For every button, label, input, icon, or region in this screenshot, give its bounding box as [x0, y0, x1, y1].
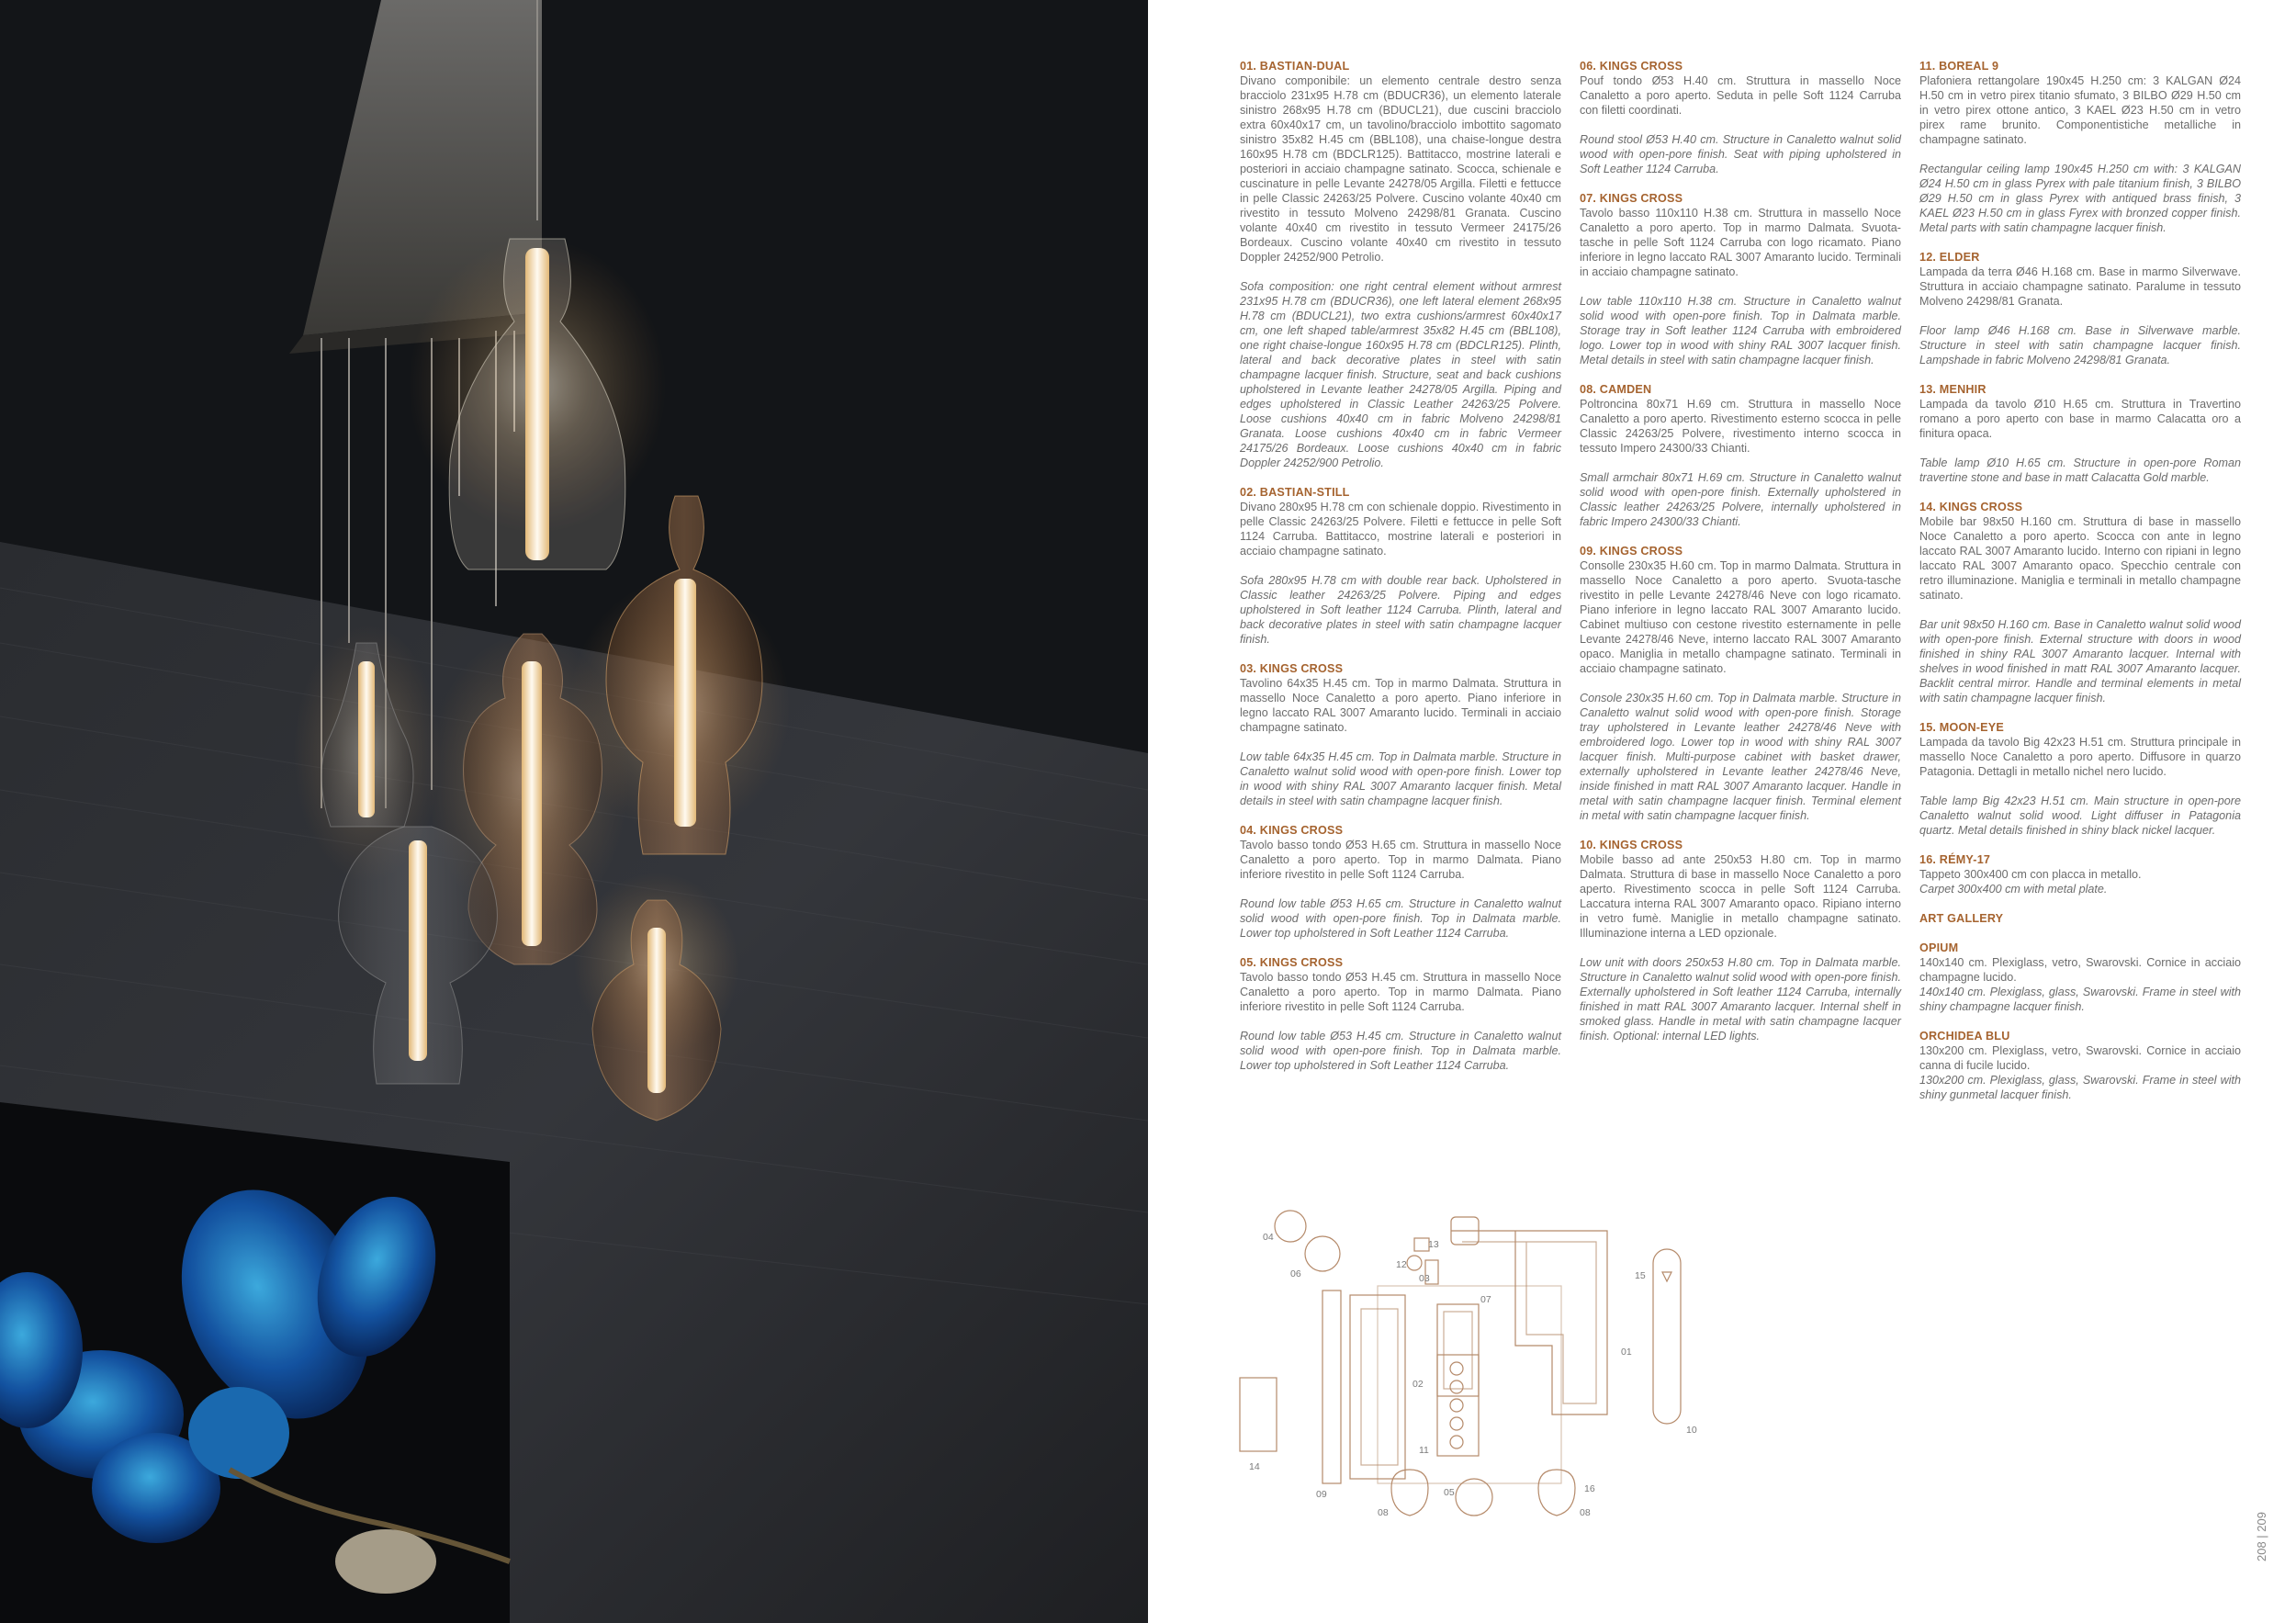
column-3: [1919, 59, 2241, 1117]
entry-text-it: Tavolo basso 110x110 H.38 cm. Struttura in massello Noce Canaletto a poro aperto. Top in marmo Dalmata. Svuota-tasche in pelle Soft 1124 Carruba con logo ricamato. Piano inferiore in legno laccato RAL 3007 Amaranto lucido. Terminali in acciaio champagne satinato.: [1580, 207, 1901, 278]
entry-text-en: Round low table Ø53 H.65 cm. Structure in Canaletto walnut solid wood with open-pore finish. Top in Dalmata marble. Lower top upholstered in Soft Leather 1124 Carruba.: [1240, 897, 1561, 940]
entry-11: [1919, 59, 2241, 235]
plan-label-05: 05: [1444, 1487, 1455, 1498]
entry-title: 15. MOON-EYE: [1919, 721, 2004, 734]
entry-title: 11. BOREAL 9: [1919, 60, 1999, 73]
entry-text-it: Poltroncina 80x71 H.69 cm. Struttura in massello Noce Canaletto a poro aperto. Rivestimento esterno scocca in pelle Classic 24263/25 Polvere, rivestimento interno scocca in tessuto Impero 24300/33 Chianti.: [1580, 398, 1901, 455]
entry-text-en: Low table 64x35 H.45 cm. Top in Dalmata marble. Structure in Canaletto walnut solid wood with open-pore finish. Lower top in wood with shiny RAL 3007 Amaranto lacquer finish. Metal details in steel with satin champagne lacquer finish.: [1240, 750, 1561, 807]
entry-12: [1919, 250, 2241, 367]
entry-text-it: Divano componibile: un elemento centrale destro senza bracciolo 231x95 H.78 cm (BDUCR36), un elemento laterale sinistro 268x95 H.78 cm (BDUCL21), due cuscini bracciolo extra 60x40x17 cm, un tavolino/bracciolo imbottito sagomato sinistro 35x82 H.45 cm (BBL108), una chaise-longue destra 160x95 H.78 cm (BDCLR125). Battitacco, mostrine laterali e posteriori in acciaio champagne satinato. Scocca, schienale e cuscinature in pelle Levante 24278/05 Argilla. Filetti e fettucce in pelle Classic 24263/25 Polvere. Cuscino volante 40x40 cm rivestito in tessuto Molveno 24298/81 Granata. Cuscino volante 40x40 cm rivestito in tessuto Vermeer 24175/26 Bordeaux. Cuscino volante 40x40 cm rivestito in tessuto Doppler 24252/900 Petrolio.: [1240, 74, 1561, 264]
plan-armchair-08b: [1538, 1470, 1575, 1516]
entry-title: 07. KINGS CROSS: [1580, 192, 1683, 205]
plan-label-12: 12: [1396, 1259, 1407, 1270]
entry-title: 16. RÉMY-17: [1919, 853, 1991, 866]
entry-text-en: Sofa 280x95 H.78 cm with double rear back. Upholstered in Classic leather 24263/25 Polvere. Piping and edges upholstered in Soft leather 1124 Carruba. Plinth, lateral and back decorative plates in steel with satin champagne lacquer finish.: [1240, 574, 1561, 646]
entry-title: 01. BASTIAN-DUAL: [1240, 60, 1350, 73]
entry-text-it: Consolle 230x35 H.60 cm. Top in marmo Dalmata. Struttura in massello Noce Canaletto a poro aperto. Svuota-tasche rivestito in pelle Levante 24278/46 Neve con logo ricamato. Piano inferiore in legno laccato RAL 3007 Amaranto lucido. Cabinet multiuso con cestone rivestito esternamente in pelle Levante 24278/46 Neve, interno laccato RAL 3007 Amaranto opaco. Maniglia in metallo champagne satinato. Terminali in acciaio champagne satinato.: [1580, 559, 1901, 675]
plan-label-04: 04: [1263, 1232, 1274, 1243]
catalog-page: [1148, 0, 2296, 1623]
entry-text-en: Console 230x35 H.60 cm. Top in Dalmata marble. Structure in Canaletto walnut solid wood with open-pore finish. Storage tray upholstered in Levante leather 24278/46 Neve with embroidered logo. Lower top in wood with shiny RAL 3007 lacquer finish. Multi-purpose cabinet with basket drawer, externally upholstered in Levante leather 24278/46 Neve, inside finished in matt RAL 3007 Amaranto lacquer. Handle in metal with satin champagne lacquer finish. Terminal element in metal with satin champagne lacquer finish.: [1580, 692, 1901, 822]
entry-title: 03. KINGS CROSS: [1240, 662, 1344, 675]
entry-03: [1240, 661, 1561, 808]
entry-text-en: Small armchair 80x71 H.69 cm. Structure in Canaletto walnut solid wood with open-pore finish. Externally upholstered in Classic leather 24263/25 Polvere, internally upholstered in fabric Impero 24300/33 Chianti.: [1580, 471, 1901, 528]
entry-text-it: Lampada da tavolo Big 42x23 H.51 cm. Struttura principale in massello Noce Canaletto a poro aperto. Diffusore in quarzo Patagonia. Dettagli in metallo nichel nero lucido.: [1919, 736, 2241, 778]
entry-title: 10. KINGS CROSS: [1580, 839, 1683, 851]
entry-08: [1580, 382, 1901, 529]
entry-title: 09. KINGS CROSS: [1580, 545, 1683, 558]
entry-opium: [1919, 941, 2241, 1014]
entry-10: [1580, 838, 1901, 1043]
entry-text-en: Table lamp Ø10 H.65 cm. Structure in open-pore Roman travertine stone and base in matt Calacatta Gold marble.: [1919, 456, 2241, 484]
entry-04: [1240, 823, 1561, 941]
entry-07: [1580, 191, 1901, 367]
entry-text-it: Tavolino 64x35 H.45 cm. Top in marmo Dalmata. Struttura in massello Noce Canaletto a poro aperto. Piano inferiore in legno laccato RAL 3007 Amaranto lucido. Terminali in acciaio champagne satinato.: [1240, 677, 1561, 734]
entry-title: 08. CAMDEN: [1580, 383, 1652, 396]
entry-text-it: Mobile basso ad ante 250x53 H.80 cm. Top in marmo Dalmata. Struttura di base in massello Noce Canaletto a poro aperto. Rivestimento scocca in pelle Soft 1124 Carruba. Laccatura interna RAL 3007 Amaranto opaco. Ripiano interno in vetro fumè. Maniglie in metallo champagne satinato. Illuminazione interna a LED opzionale.: [1580, 853, 1901, 940]
plan-label-08a: 08: [1378, 1507, 1389, 1518]
entry-16: [1919, 852, 2241, 896]
plan-label-06: 06: [1290, 1268, 1301, 1279]
entry-text-it: Tappeto 300x400 cm con placca in metallo.: [1919, 868, 2142, 881]
entry-text-it: 140x140 cm. Plexiglass, vetro, Swarovski. Cornice in acciaio champagne lucido.: [1919, 956, 2241, 984]
entry-text-en: 140x140 cm. Plexiglass, glass, Swarovski. Frame in steel with shiny champagne lacquer finish.: [1919, 986, 2241, 1013]
entry-text-en: Rectangular ceiling lamp 190x45 H.250 cm with: 3 KALGAN Ø24 H.50 cm in glass Pyrex with pale titanium finish, 3 BILBO Ø29 H.50 cm in glass Pyrex with antiqued brass finish, 3 KAEL Ø23 H.50 cm in glass Fyrex with bronzed copper finish. Metal parts with satin champagne lacquer finish.: [1919, 163, 2241, 234]
plan-label-16: 16: [1584, 1483, 1595, 1494]
entry-text-en: Carpet 300x400 cm with metal plate.: [1919, 883, 2108, 896]
plan-lamp-13: [1414, 1238, 1429, 1251]
entry-text-it: Tavolo basso tondo Ø53 H.45 cm. Struttura in massello Noce Canaletto a poro aperto. Top in marmo Dalmata. Piano inferiore rivestito in pelle Soft 1124 Carruba.: [1240, 971, 1561, 1013]
plan-unit-10: [1653, 1249, 1681, 1424]
plan-label-11: 11: [1419, 1445, 1429, 1456]
plan-label-07: 07: [1480, 1294, 1491, 1305]
plan-armchair-08a: [1391, 1470, 1428, 1516]
plan-label-03: 03: [1419, 1273, 1430, 1284]
entry-text-it: Mobile bar 98x50 H.160 cm. Struttura di base in massello Noce Canaletto a poro aperto. Scocca con ante in legno laccato RAL 3007 Amaranto lucido. Interno con ripiani in legno laccato RAL 3007 Amaranto opaco. Specchio centrale con retro illuminazione. Maniglia e terminali in metallo champagne satinato.: [1919, 515, 2241, 602]
entry-title: 05. KINGS CROSS: [1240, 956, 1344, 969]
entry-text-it: Lampada da terra Ø46 H.168 cm. Base in marmo Silverwave. Struttura in acciaio champagne satinato. Paralume in tessuto Molveno 24298/81 Granata.: [1919, 265, 2241, 308]
entry-01: [1240, 59, 1561, 470]
entry-text-en: Round low table Ø53 H.45 cm. Structure in Canaletto walnut solid wood with open-pore finish. Top in Dalmata marble. Lower top upholstered in Soft Leather 1124 Carruba.: [1240, 1030, 1561, 1072]
entry-text-it: 130x200 cm. Plexiglass, vetro, Swarovski. Cornice in acciaio canna di fucile lucido.: [1919, 1044, 2241, 1072]
plan-label-14: 14: [1249, 1461, 1260, 1472]
plan-bar-14: [1240, 1378, 1277, 1451]
entry-05: [1240, 955, 1561, 1073]
entry-09: [1580, 544, 1901, 823]
plan-label-02: 02: [1412, 1379, 1424, 1390]
entry-title: ORCHIDEA BLU: [1919, 1030, 2010, 1043]
page-numbers: 208 | 209: [2255, 1512, 2268, 1561]
entry-text-en: Low table 110x110 H.38 cm. Structure in Canaletto walnut solid wood with open-pore finish. Top in Dalmata marble. Storage tray in Soft leather 1124 Carruba with embroidered logo. Lower top in wood with shiny RAL 3007 lacquer finish. Metal details in steel with satin champagne lacquer finish.: [1580, 295, 1901, 366]
plan-table-04: [1275, 1211, 1306, 1242]
entry-06: [1580, 59, 1901, 176]
plan-label-15: 15: [1635, 1270, 1646, 1281]
plan-label-08b: 08: [1580, 1507, 1591, 1518]
entry-text-en: Bar unit 98x50 H.160 cm. Base in Canaletto walnut solid wood with open-pore finish. External structure with doors in wood finished in shiny RAL 3007 Amaranto lacquer. Internal with shelves in wood finished in matt RAL 3007 Amaranto lacquer. Backlit central mirror. Handle and terminal elements in metal with satin champagne lacquer finish.: [1919, 618, 2241, 704]
plan-sofa-01: [1451, 1231, 1607, 1414]
entry-14: [1919, 500, 2241, 705]
entry-text-en: Floor lamp Ø46 H.168 cm. Base in Silverwave marble. Structure in steel with satin champagne lacquer finish. Lampshade in fabric Molveno 24298/81 Granata.: [1919, 324, 2241, 366]
entry-text-it: Divano 280x95 H.78 cm con schienale doppio. Rivestimento in pelle Classic 24263/25 Polvere. Filetti e fettucce in pelle Soft 1124 Carruba. Battitacco, mostrine laterali e posteriori in acciaio champagne satinato.: [1240, 501, 1561, 558]
plan-lamp-12: [1407, 1256, 1422, 1270]
column-1: [1240, 59, 1561, 1088]
entry-title: 06. KINGS CROSS: [1580, 60, 1683, 73]
plan-label-10: 10: [1686, 1425, 1697, 1436]
entry-orchidea-blu: [1919, 1029, 2241, 1102]
entry-text-it: Pouf tondo Ø53 H.40 cm. Struttura in massello Noce Canaletto a poro aperto. Seduta in pelle Soft 1124 Carruba con filetti coordinati.: [1580, 74, 1901, 117]
floor-plan: [1231, 1194, 1874, 1525]
entry-title: 02. BASTIAN-STILL: [1240, 486, 1350, 499]
entry-text-it: Lampada da tavolo Ø10 H.65 cm. Struttura in Travertino romano a poro aperto con base in marmo Calacatta oro a finitura opaca.: [1919, 398, 2241, 440]
entry-text-en: 130x200 cm. Plexiglass, glass, Swarovski. Frame in steel with shiny gunmetal lacquer finish.: [1919, 1074, 2241, 1101]
entry-title: 14. KINGS CROSS: [1919, 501, 2023, 513]
art-gallery-heading: ART GALLERY: [1919, 912, 2004, 925]
plan-label-13: 13: [1428, 1239, 1439, 1250]
entry-15: [1919, 720, 2241, 838]
entry-text-it: Plafoniera rettangolare 190x45 H.250 cm: 3 KALGAN Ø24 H.50 cm in vetro pirex titanio sfumato, 3 BILBO Ø29 H.50 cm in vetro pirex ottone antico, 3 KAEL Ø23 H.50 cm in vetro pirex rame brunito. Componentistiche metalliche in champagne satinato.: [1919, 74, 2241, 146]
plan-console-09: [1322, 1291, 1341, 1483]
plan-stool-06: [1305, 1236, 1340, 1271]
entry-title: 12. ELDER: [1919, 251, 1980, 264]
entry-13: [1919, 382, 2241, 485]
entry-text-en: Low unit with doors 250x53 H.80 cm. Top in Dalmata marble. Structure in Canaletto walnut solid wood with open-pore finish. Externally upholstered in Soft leather 1124 Carruba, internally finished in matt RAL 3007 Amaranto lacquer. Internal shelf in smoked glass. Handle in metal with satin champagne lacquer finish. Optional: internal LED lights.: [1580, 956, 1901, 1043]
plan-label-09: 09: [1316, 1489, 1327, 1500]
entry-title: 13. MENHIR: [1919, 383, 1986, 396]
column-2: [1580, 59, 1901, 1058]
entry-text-en: Sofa composition: one right central element without armrest 231x95 H.78 cm (BDUCR36), one left lateral element 268x95 H.78 cm (BDUCL21), two extra cushions/armrest 60x40x17 cm, one left shaped table/armrest 35x82 H.45 cm (BBL108), one right chaise-longue 160x95 H.78 cm (BDCLR125). Plinth, lateral and back decorative plates in steel with satin champagne lacquer finish. Structure, seat and back cushions upholstered in Levante leather 24278/05 Argilla. Piping and edges upholstered in Classic Leather 24263/25 Polvere. Loose cushions 40x40 cm in fabric Molveno 24298/81 Granata. Loose cushions 40x40 cm in fabric Vermeer 24175/26 Bordeaux. Loose cushions 40x40 cm in fabric Doppler 24252/900 Petrolio.: [1240, 280, 1561, 469]
entry-title: OPIUM: [1919, 941, 1959, 954]
plan-table-05: [1456, 1479, 1492, 1516]
entry-title: 04. KINGS CROSS: [1240, 824, 1344, 837]
entry-text-en: Table lamp Big 42x23 H.51 cm. Main structure in open-pore Canaletto walnut solid wood. Light diffuser in Patagonia quartz. Metal details finished in shiny black nickel lacquer.: [1919, 795, 2241, 837]
entry-text-it: Tavolo basso tondo Ø53 H.65 cm. Struttura in massello Noce Canaletto a poro aperto. Top in marmo Dalmata. Piano inferiore rivestito in pelle Soft 1124 Carruba.: [1240, 839, 1561, 881]
entry-02: [1240, 485, 1561, 647]
entry-text-en: Round stool Ø53 H.40 cm. Structure in Canaletto walnut solid wood with open-pore finish. Seat with piping upholstered in Soft Leather 1124 Carruba.: [1580, 133, 1901, 175]
plan-label-01: 01: [1621, 1347, 1632, 1358]
